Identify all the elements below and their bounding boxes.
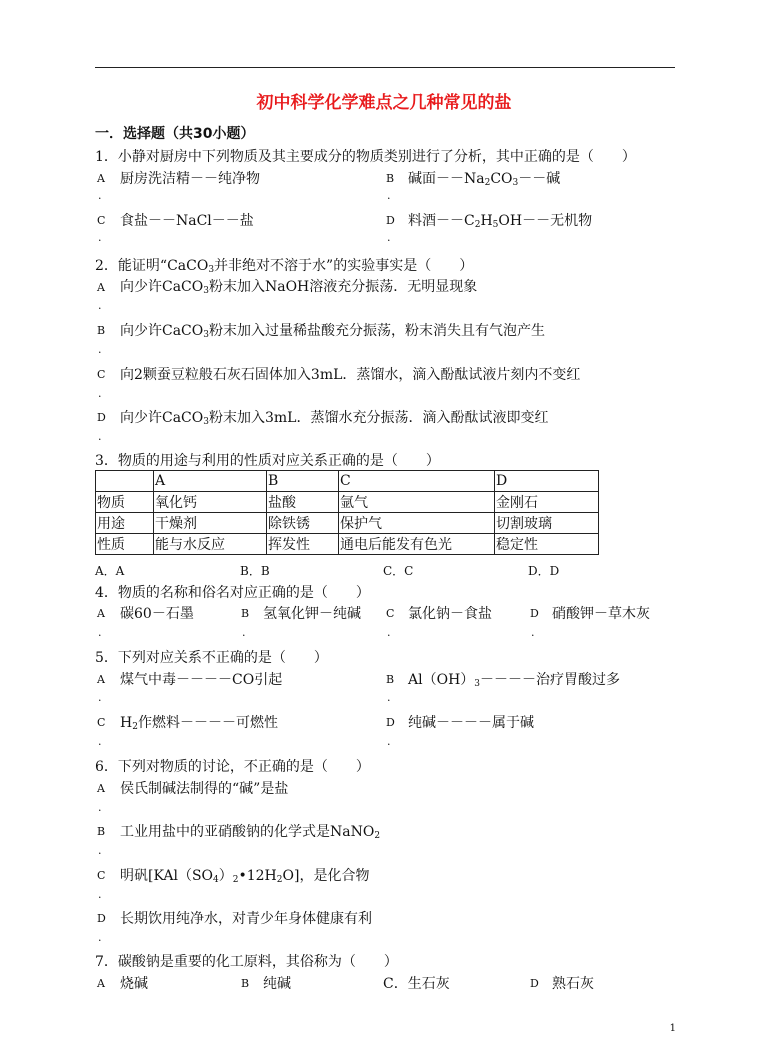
page-number: 1 bbox=[669, 1023, 676, 1034]
q2-option-c: 向2颗蚕豆粒般石灰石固体加入3mL．蒸馏水，滴入酚酞试液片刻内不变红 bbox=[120, 367, 581, 383]
q4-option-d: 硝酸钾－草木灰 bbox=[552, 606, 650, 622]
q2-option-b-letter: B bbox=[97, 324, 106, 337]
question-3-stem: 3．物质的用途与利用的性质对应关系正确的是（ ） bbox=[95, 453, 440, 469]
question-1-stem: 1．小静对厨房中下列物质及其主要成分的物质类别进行了分析，其中正确的是（ ） bbox=[95, 149, 636, 165]
q6-option-a-letter: A bbox=[97, 782, 105, 795]
q2-option-b: 向少许CaCO$_3$粉末加入过量稀盐酸充分振荡，粉末消失且有气泡产生 bbox=[120, 323, 545, 340]
q7-option-b: 纯碱 bbox=[263, 976, 291, 992]
q4-option-c: 氯化钠－食盐 bbox=[408, 606, 492, 622]
table-row bbox=[96, 471, 599, 492]
q2-option-d: 向少许CaCO$_3$粉末加入3mL．蒸馏水充分振荡．滴入酚酞试液即变红 bbox=[120, 410, 549, 427]
q5-option-c: $H_2$作燃料－－－－可燃性 bbox=[120, 715, 278, 732]
q4-option-a-letter: A bbox=[97, 607, 105, 620]
q5-option-c-letter: C bbox=[97, 716, 106, 729]
q5-option-d-letter: D bbox=[386, 716, 395, 729]
table-row bbox=[96, 492, 599, 513]
q5-option-a: 煤气中毒－－－－CO引起 bbox=[120, 672, 283, 688]
q2-option-a: 向少许CaCO$_3$粉末加入NaOH溶液充分振荡．无明显现象 bbox=[120, 279, 478, 296]
q6-option-b-letter: B bbox=[97, 825, 106, 838]
q2-option-c-dot: . bbox=[98, 387, 102, 400]
q4-option-d-letter: D bbox=[530, 607, 539, 620]
table-cell: 物质 bbox=[96, 492, 154, 513]
table-cell: 用途 bbox=[96, 513, 154, 534]
table-cell: 除铁锈 bbox=[267, 513, 339, 534]
table-cell: 稳定性 bbox=[495, 534, 599, 555]
q1-option-c-letter: C bbox=[97, 214, 106, 227]
q5-option-b-letter: B bbox=[386, 673, 395, 686]
q3-answer-b: B．B bbox=[240, 564, 270, 578]
question-7-stem: 7．碳酸钠是重要的化工原料，其俗称为（ ） bbox=[95, 954, 398, 970]
header-rule bbox=[95, 67, 675, 68]
table-cell: 保护气 bbox=[339, 513, 495, 534]
q7-option-b-letter: B bbox=[241, 977, 250, 990]
q5-option-c-dot: . bbox=[98, 735, 102, 748]
q6-option-d-dot: . bbox=[98, 931, 102, 944]
q3-answer-d: D．D bbox=[528, 564, 560, 578]
q4-option-a-dot: . bbox=[98, 626, 102, 639]
q1-option-d-letter: D bbox=[386, 214, 395, 227]
q5-option-a-dot: . bbox=[98, 691, 102, 704]
q6-option-c: 明矾$[KAl(SO_4)_2•12H_2O]$，是化合物 bbox=[120, 868, 370, 885]
q1-option-a-letter: A bbox=[97, 172, 105, 185]
table-row bbox=[96, 534, 599, 555]
q4-option-a: 碳60－石墨 bbox=[120, 606, 194, 622]
page-title: 初中科学化学难点之几种常见的盐 bbox=[256, 93, 512, 113]
q3-answer-c: C．C bbox=[383, 564, 414, 578]
q1-option-b-dot: . bbox=[387, 189, 391, 202]
q7-option-d: 熟石灰 bbox=[552, 976, 594, 992]
table-cell: 氩气 bbox=[339, 492, 495, 513]
q1-option-a: 厨房洗洁精－－纯净物 bbox=[120, 171, 260, 187]
q2-option-a-dot: . bbox=[98, 299, 102, 312]
table-cell: B bbox=[267, 471, 339, 492]
q4-option-c-letter: C bbox=[386, 607, 395, 620]
question-2-stem: 2．能证明“CaCO$_3$并非绝对不溶于水”的实验事实是（ ） bbox=[95, 258, 474, 275]
q4-option-b-dot: . bbox=[242, 626, 246, 639]
q1-option-a-dot: . bbox=[98, 189, 102, 202]
q7-option-c: C．生石灰 bbox=[383, 976, 450, 992]
q1-option-c-dot: . bbox=[98, 231, 102, 244]
table-cell: 通电后能发有色光 bbox=[339, 534, 495, 555]
table-cell: 氧化钙 bbox=[154, 492, 267, 513]
q1-option-b-letter: B bbox=[386, 172, 395, 185]
q4-option-b-letter: B bbox=[241, 607, 250, 620]
table-cell: 金刚石 bbox=[495, 492, 599, 513]
q6-option-d-letter: D bbox=[97, 912, 106, 925]
q6-option-d: 长期饮用纯净水，对青少年身体健康有利 bbox=[120, 911, 372, 927]
table-row bbox=[96, 513, 599, 534]
q7-option-d-letter: D bbox=[530, 977, 539, 990]
q5-option-a-letter: A bbox=[97, 673, 105, 686]
table-cell: 切割玻璃 bbox=[495, 513, 599, 534]
q7-option-a: 烧碱 bbox=[120, 976, 148, 992]
q4-option-c-dot: . bbox=[387, 626, 391, 639]
q2-option-a-letter: A bbox=[97, 281, 105, 294]
q3-answer-a: A．A bbox=[95, 564, 125, 578]
q7-option-a-letter: A bbox=[97, 977, 105, 990]
table-cell: D bbox=[495, 471, 599, 492]
q5-option-d: 纯碱－－－－属于碱 bbox=[408, 715, 534, 731]
q1-option-d: 料酒$--C_2H_5OH--$无机物 bbox=[408, 213, 593, 230]
q2-option-b-dot: . bbox=[98, 343, 102, 356]
q3-table bbox=[95, 470, 599, 555]
q4-option-b: 氢氧化钾－纯碱 bbox=[263, 606, 361, 622]
table-cell: A bbox=[154, 471, 267, 492]
q5-option-d-dot: . bbox=[387, 735, 391, 748]
q1-option-c: 食盐－－NaCl－－盐 bbox=[120, 213, 254, 229]
q1-option-b: 碱面$--Na_2CO_3--$碱 bbox=[408, 171, 561, 188]
question-6-stem: 6．下列对物质的讨论，不正确的是（ ） bbox=[95, 759, 370, 775]
table-cell: 能与水反应 bbox=[154, 534, 267, 555]
q2-option-c-letter: C bbox=[97, 368, 106, 381]
table-cell: C bbox=[339, 471, 495, 492]
section-heading: 一．选择题（共30小题） bbox=[95, 126, 255, 142]
q1-option-d-dot: . bbox=[387, 231, 391, 244]
q4-option-d-dot: . bbox=[531, 626, 535, 639]
q5-option-b: $Al(OH)_3----$治疗胃酸过多 bbox=[408, 672, 621, 689]
table-cell: 挥发性 bbox=[267, 534, 339, 555]
table-cell: 盐酸 bbox=[267, 492, 339, 513]
question-4-stem: 4．物质的名称和俗名对应正确的是（ ） bbox=[95, 585, 370, 601]
q5-option-b-dot: . bbox=[387, 691, 391, 704]
table-cell bbox=[96, 471, 154, 492]
q6-option-a-dot: . bbox=[98, 801, 102, 814]
q2-option-d-dot: . bbox=[98, 430, 102, 443]
q6-option-b: 工业用盐中的亚硝酸钠的化学式是NaNO$_2$ bbox=[120, 824, 381, 841]
question-5-stem: 5．下列对应关系不正确的是（ ） bbox=[95, 650, 328, 666]
q6-option-c-dot: . bbox=[98, 888, 102, 901]
q6-option-a: 侯氏制碱法制得的“碱”是盐 bbox=[120, 781, 289, 797]
table-cell: 性质 bbox=[96, 534, 154, 555]
q6-option-c-letter: C bbox=[97, 869, 106, 882]
q2-option-d-letter: D bbox=[97, 411, 106, 424]
table-cell: 干燥剂 bbox=[154, 513, 267, 534]
q6-option-b-dot: . bbox=[98, 844, 102, 857]
